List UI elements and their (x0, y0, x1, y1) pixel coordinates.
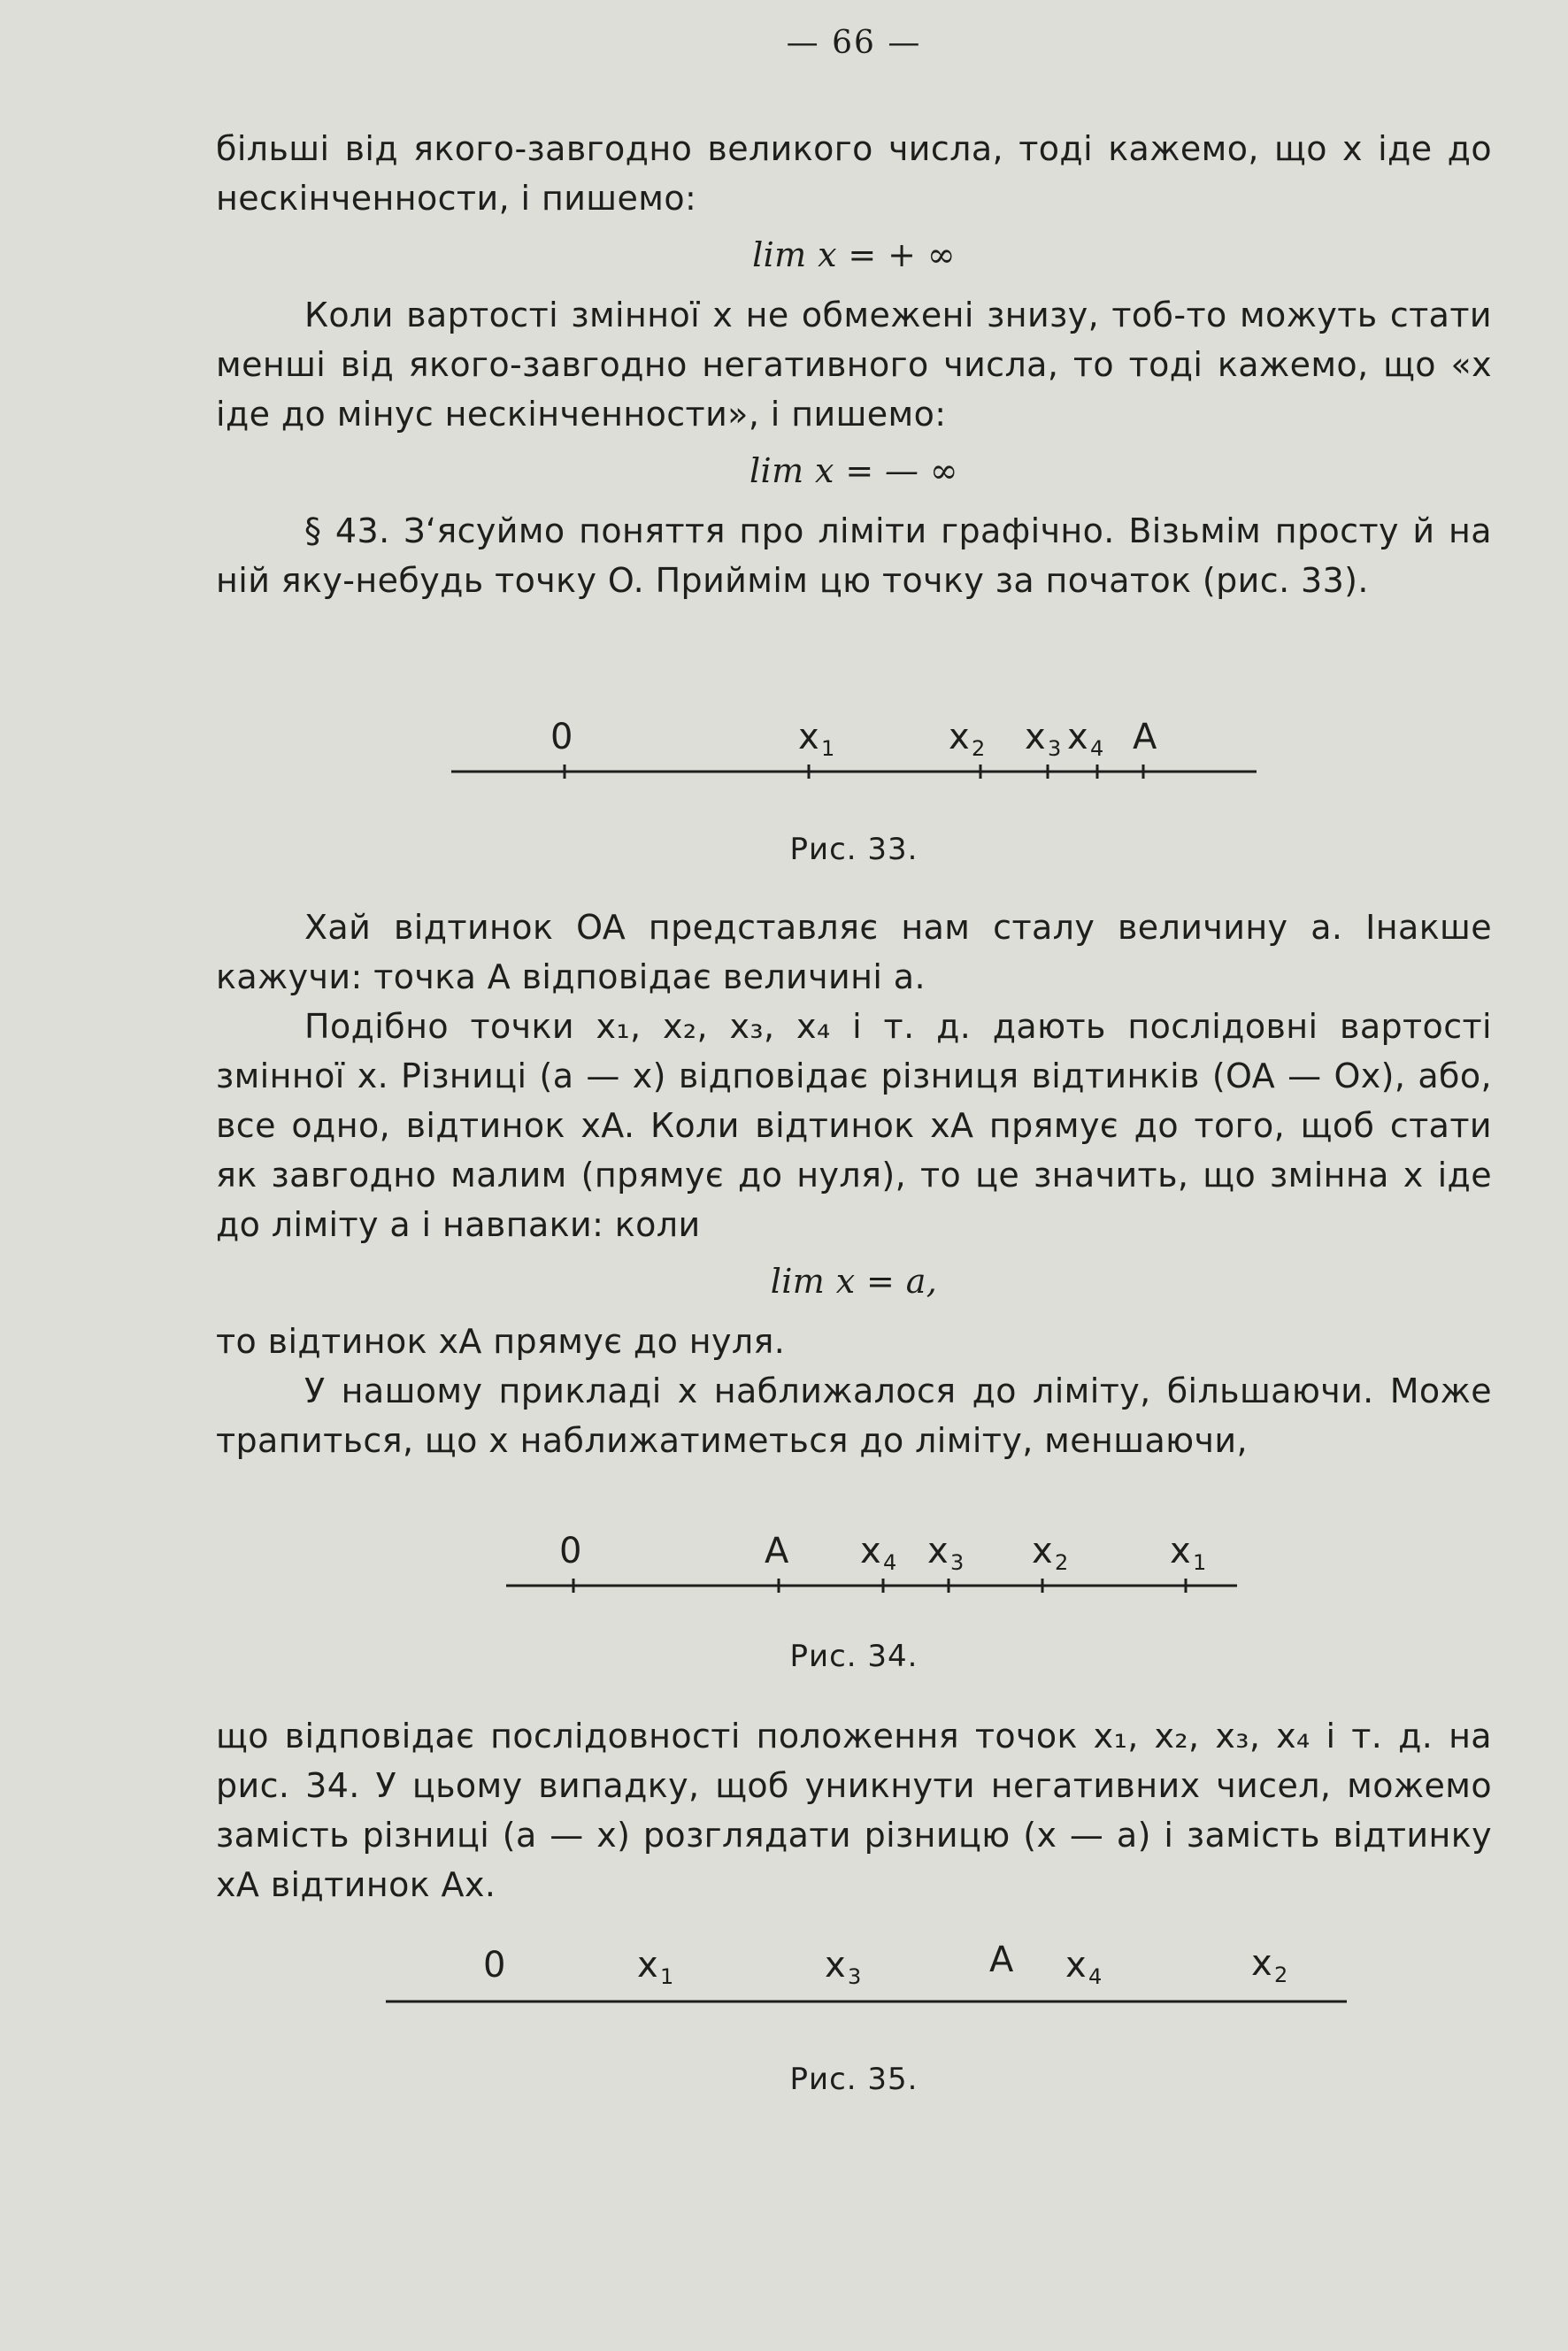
paragraph-5: Подібно точки x₁, x₂, x₃, x₄ і т. д. дають послідовні вартості змінної x. Різниці (a — x) відповідає різниця відтинків (OA — Ox), або, все одно, відтинок xA. Коли відтинок xA прямує до того, щоб стати як завгодно малим (прямує до нуля), то це значить, що змінна x іде до ліміту a і навпаки: коли (216, 1007, 1492, 1244)
fig33-sub-1: 1 (821, 736, 835, 761)
fig35-sub-1: 1 (660, 1964, 674, 1989)
figure-33-svg (451, 708, 1257, 779)
fig35-label-x3: x (825, 1945, 846, 1986)
paragraph-7: У нашому прикладі x наближалося до ліміту, більшаючи. Може трапиться, що x наближатиметься до ліміту, меншаючи, (216, 1371, 1492, 1460)
fig33-label-x1: x (798, 717, 819, 757)
fig35-sub-2: 2 (1274, 1963, 1288, 1987)
fig34-label-A: A (765, 1531, 789, 1571)
fig33-label-A: A (1133, 717, 1157, 757)
figure-35-caption: Рис. 35. (789, 2062, 919, 2097)
formula-lim-minus-infinity: lim x = — ∞ (749, 451, 958, 490)
figure-34-svg (506, 1522, 1237, 1593)
formula-lim-a: lim x = a, (770, 1262, 938, 1301)
fig33-label-0: 0 (550, 717, 573, 757)
fig35-sub-3: 3 (848, 1964, 862, 1989)
paragraph-1: більші від якого-завгодно великого числа, тоді кажемо, що x іде до нескінченности, і пишемо: (216, 129, 1492, 218)
formula-lim-plus-infinity: lim x = + ∞ (752, 235, 956, 274)
fig34-sub-2: 2 (1055, 1550, 1069, 1575)
fig33-label-x2: x (949, 717, 970, 757)
fig35-sub-4: 4 (1088, 1964, 1103, 1989)
fig33-sub-2: 2 (972, 736, 986, 761)
fig33-label-x3: x (1025, 717, 1046, 757)
fig34-label-x1: x (1170, 1531, 1191, 1571)
paragraph-8: що відповідає послідовності положення точок x₁, x₂, x₃, x₄ і т. д. на рис. 34. У цьому випадку, щоб уникнути негативних чисел, можемо замість різниці (a — x) розглядати різницю (x — a) і замість відтинку xA відтинок Ax. (216, 1717, 1492, 1904)
figure-35 (386, 1936, 1347, 2007)
fig34-sub-3: 3 (950, 1550, 965, 1575)
text-block-3 (216, 1711, 1492, 1909)
paragraph-2: Коли вартості змінної x не обмежені знизу, тоб-то можуть стати менші від якого-завгодно негативного числа, то тоді кажемо, що «x іде до мінус нескінченности», і пишемо: (216, 296, 1492, 434)
fig35-label-x2: x (1251, 1943, 1272, 1984)
paragraph-4: Хай відтинок OA представляє нам сталу величину a. Інакше кажучи: точка A відповідає величині a. (216, 908, 1492, 996)
fig34-label-x3: x (927, 1531, 949, 1571)
fig34-sub-4: 4 (883, 1550, 897, 1575)
figure-34 (506, 1522, 1237, 1593)
text-block-2 (216, 903, 1492, 1465)
fig33-sub-3: 3 (1048, 736, 1062, 761)
page-number: — 66 — (786, 25, 922, 61)
fig35-label-x4: x (1065, 1945, 1087, 1986)
text-block-1 (216, 124, 1492, 605)
fig35-label-A: A (989, 1940, 1014, 1980)
fig34-label-x2: x (1032, 1531, 1053, 1571)
fig35-label-x1: x (637, 1945, 658, 1986)
fig34-label-x4: x (860, 1531, 881, 1571)
paragraph-6: то відтинок xA прямує до нуля. (216, 1322, 786, 1361)
figure-34-caption: Рис. 34. (789, 1639, 919, 1674)
figure-33-caption: Рис. 33. (789, 832, 919, 867)
fig34-label-0: 0 (559, 1531, 582, 1571)
figure-33 (451, 708, 1257, 779)
figure-35-svg (386, 1936, 1347, 2007)
fig33-sub-4: 4 (1090, 736, 1104, 761)
fig35-label-0: 0 (483, 1945, 506, 1986)
paragraph-3: § 43. З‘ясуймо поняття про ліміти графічно. Візьмім просту й на ній яку-небудь точку O. Приймім цю точку за початок (рис. 33). (216, 511, 1492, 600)
fig34-sub-1: 1 (1193, 1550, 1207, 1575)
fig33-label-x4: x (1067, 717, 1088, 757)
